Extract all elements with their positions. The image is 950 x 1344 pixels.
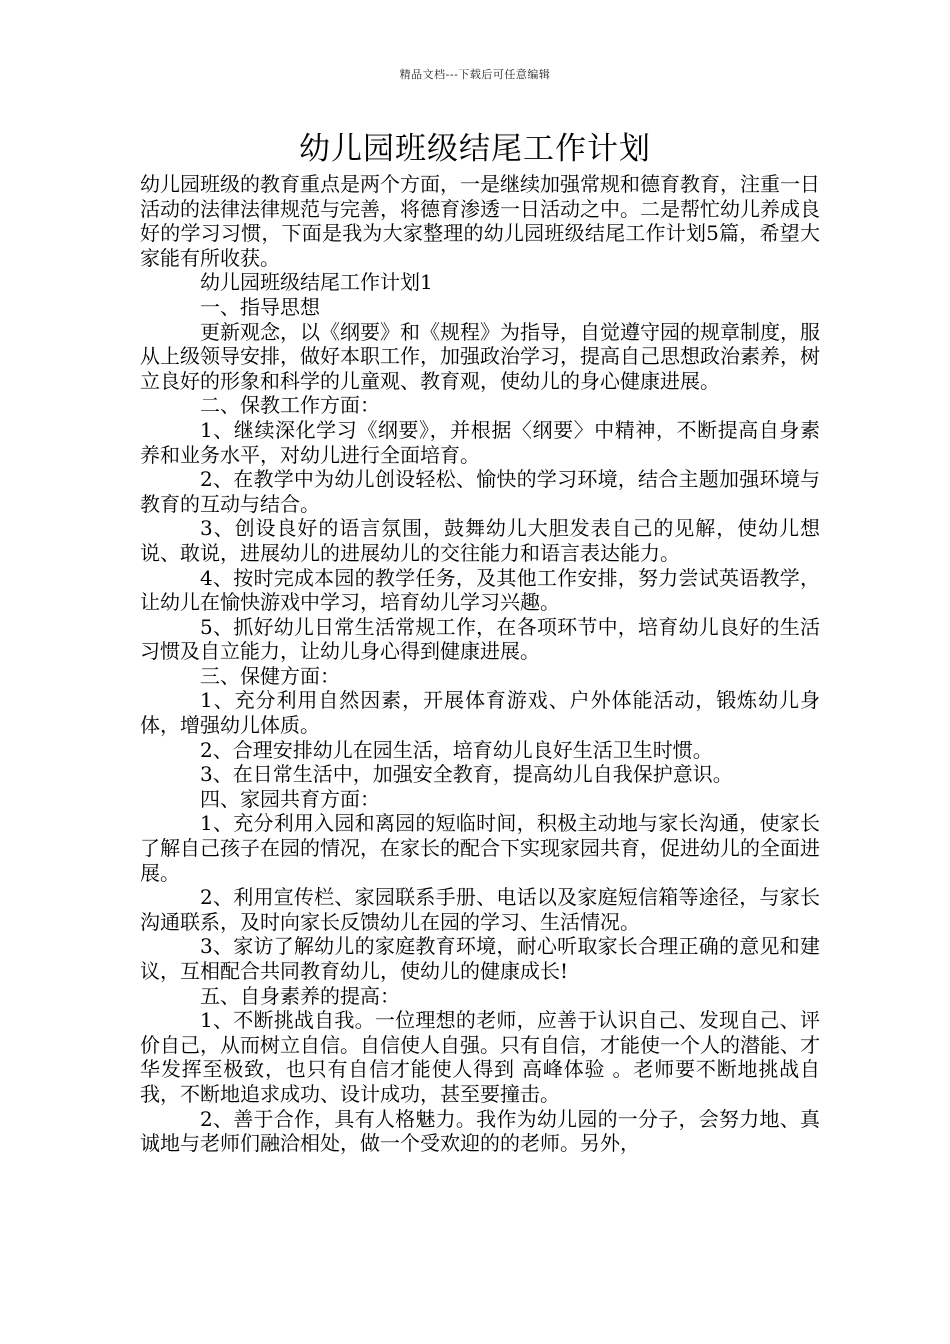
section-heading-self-improvement: 五、自身素养的提高： bbox=[200, 983, 400, 1008]
list-item: 2、利用宣传栏、家园联系手册、电话以及家庭短信箱等途径，与家长沟通联系，及时向家长反馈幼儿在园的学习、生活情况。 bbox=[140, 885, 820, 934]
section-heading-health-care: 三、保健方面： bbox=[200, 663, 340, 688]
list-item: 5、抓好幼儿日常生活常规工作，在各项环节中，培育幼儿良好的生活习惯及自立能力，让幼儿身心得到健康进展。 bbox=[140, 614, 820, 664]
intro-paragraph: 幼儿园班级的教育重点是两个方面，一是继续加强常规和德育教育，注重一日活动的法律法律规范与完善，将德育渗透一日活动之中。二是帮忙幼儿养成良好的学习习惯，下面是我为大家整理的幼儿园班级结尾工作计划5篇，希望大家能有所收获。 bbox=[140, 172, 820, 270]
list-item: 2、合理安排幼儿在园生活，培育幼儿良好生活卫生时惯。 bbox=[200, 737, 713, 762]
header-note: 精品文档---下载后可任意编辑 bbox=[399, 68, 551, 81]
document-title: 幼儿园班级结尾工作计划 bbox=[299, 131, 651, 167]
list-item: 3、家访了解幼儿的家庭教育环境，耐心听取家长合理正确的意见和建议，互相配合共同教育幼儿，使幼儿的健康成长! bbox=[140, 934, 820, 983]
section-heading-education-work: 二、保教工作方面： bbox=[200, 393, 380, 418]
document-body bbox=[140, 172, 820, 1156]
section-heading-guiding-ideology: 一、指导思想 bbox=[200, 294, 320, 319]
list-item: 2、善于合作，具有人格魅力。我作为幼儿园的一分子，会努力地、真诚地与老师们融洽相处，做一个受欢迎的的老师。另外， bbox=[140, 1106, 820, 1156]
list-item: 3、创设良好的语言氛围，鼓舞幼儿大胆发表自己的见解，使幼儿想说、敢说，进展幼儿的进展幼儿的交往能力和语言表达能力。 bbox=[140, 516, 820, 565]
list-item: 1、充分利用自然因素，开展体育游戏、户外体能活动，锻炼幼儿身体，增强幼儿体质。 bbox=[140, 688, 820, 738]
list-item: 1、不断挑战自我。一位理想的老师，应善于认识自己、发现自己、评价自己，从而树立自信。自信使人自强。只有自信，才能使一个人的潜能、才华发挥至极致，也只有自信才能使人得到 高峰体验 。老师要不断地挑战自我，不断地追求成功、设计成功，甚至要撞击。 bbox=[140, 1008, 820, 1106]
section-heading-home-school: 四、家园共育方面： bbox=[200, 786, 380, 811]
plan-subtitle: 幼儿园班级结尾工作计划1 bbox=[200, 270, 433, 295]
paragraph: 更新观念，以《纲要》和《规程》为指导，自觉遵守园的规章制度，服从上级领导安排，做好本职工作，加强政治学习，提高自己思想政治素养，树立良好的形象和科学的儿童观、教育观，使幼儿的身心健康进展。 bbox=[140, 319, 820, 393]
list-item: 1、继续深化学习《纲要》，并根据〈纲要〉中精神，不断提高自身素养和业务水平，对幼儿进行全面培育。 bbox=[140, 417, 820, 467]
list-item: 1、充分利用入园和离园的短临时间，积极主动地与家长沟通，使家长了解自己孩子在园的情况，在家长的配合下实现家园共育，促进幼儿的全面进展。 bbox=[140, 811, 820, 885]
list-item: 3、在日常生活中，加强安全教育，提高幼儿自我保护意识。 bbox=[200, 762, 733, 787]
list-item: 4、按时完成本园的教学任务，及其他工作安排，努力尝试英语教学，让幼儿在愉快游戏中学习，培育幼儿学习兴趣。 bbox=[140, 565, 820, 615]
list-item: 2、在教学中为幼儿创设轻松、愉快的学习环境，结合主题加强环境与教育的互动与结合。 bbox=[140, 467, 820, 516]
